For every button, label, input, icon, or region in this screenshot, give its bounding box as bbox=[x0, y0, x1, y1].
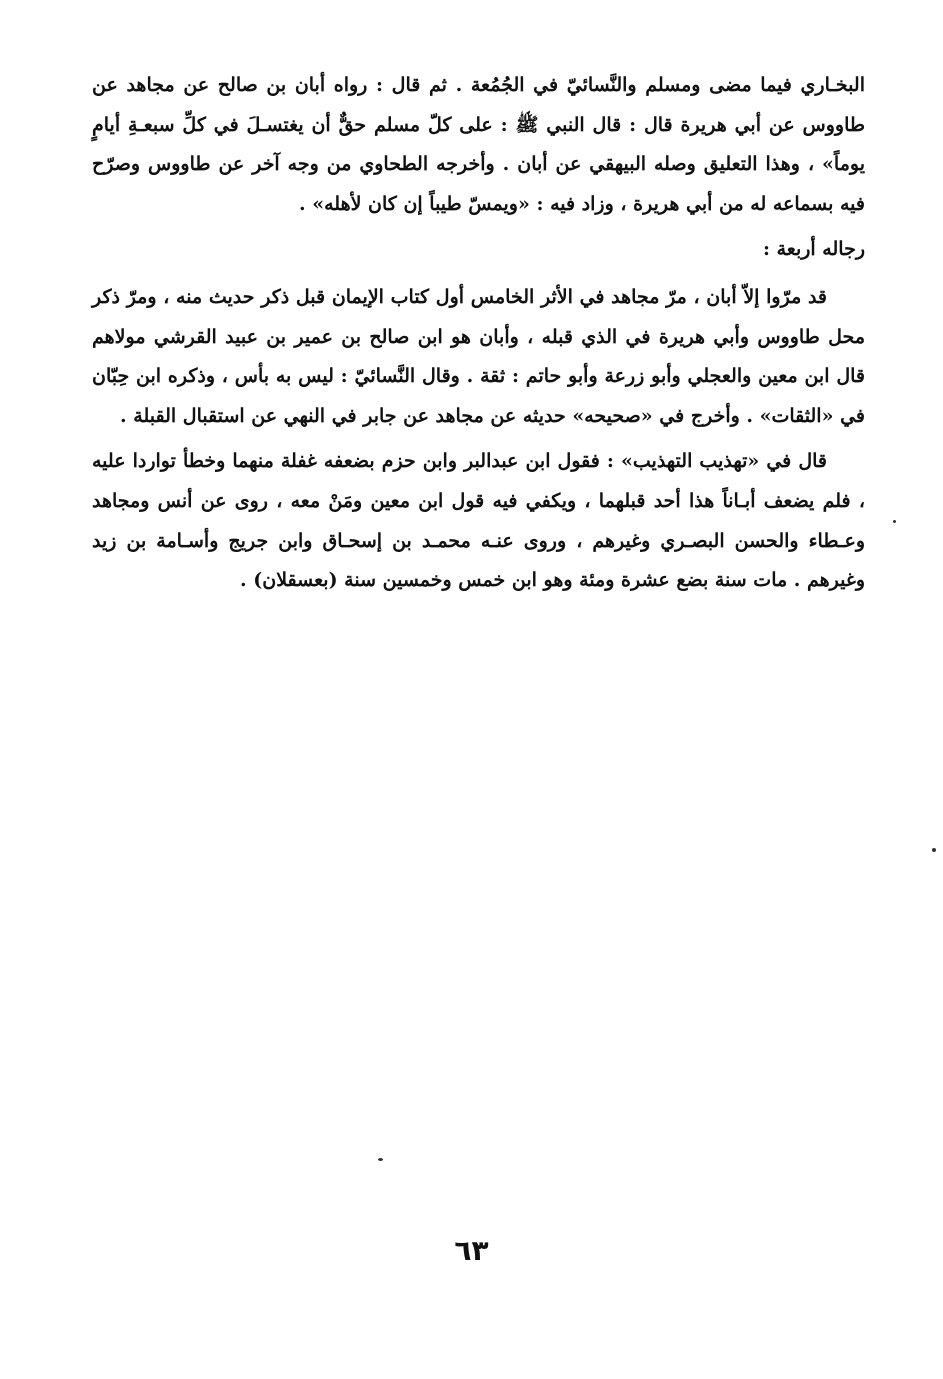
scan-speck bbox=[932, 848, 936, 852]
section-heading-narrators: رجاله أربعة : bbox=[762, 238, 865, 261]
paragraph-hadith-commentary: البخـاري فيما مضى ومسلم والنَّسائيّ في الجُمُعة . ثم قال : رواه أبان بن صالح عن مجاهد عن طاووس عن أبي هريرة قال : قال النبي ﷺ : على كلّ مسلم حقٌّ أن يغتسـلَ في كلِّ سبعـةِ أيامٍ يوماً» ، وهذا التعليق وصله البيهقي عن أبان . وأخرجه الطحاوي من وجه آخر عن طاووس وصرّح فيه بسماعه له من أبي هريرة ، وزاد فيه : «ويمسّ طيباً إن كان لأهله» . bbox=[92, 74, 865, 215]
paragraph-narrators: قد مرّوا إلاّ أبان ، مرّ مجاهد في الأثر الخامس أول كتاب الإيمان قبل ذكر حديث منه ، ومرّ ذكر محل طاووس وأبي هريرة في الذي قبله ، وأبان هو ابن صالح بن عمير بن عبيد القرشي مولاهم قال ابن معين والعجلي وأبو زرعة وأبو حاتم : ثقة . وقال النَّسائيّ : ليس به بأس ، وذكره ابن حِبّان في «الثقات» . وأخرج في «صحيحه» حديثه عن مجاهد عن جابر في النهي عن استقبال القبلة . bbox=[92, 285, 865, 427]
body-text bbox=[92, 66, 865, 601]
scan-speck bbox=[893, 520, 896, 523]
page-number: ٦٣ bbox=[454, 1234, 489, 1267]
scan-speck bbox=[378, 1158, 383, 1161]
paragraph-tahdhib-quote: قال في «تهذيب التهذيب» : فقول ابن عبدالبر وابن حزم بضعفه غفلة منهما وخطأ تواردا عليه ، فلم يضعف أبـاناً هذا أحد قبلهما ، ويكفي فيه قول ابن معين ومَنْ معه ، روى عن أنس ومجاهد وعـطاء والحسن البصـري وغيرهم ، وروى عنـه محمـد بن إسحـاق وابن جريج وأسـامة بن زيد وغيرهم . مات سنة بضع عشرة ومئة وهو ابن خمس وخمسين سنة (بعسقلان) . bbox=[92, 450, 865, 592]
